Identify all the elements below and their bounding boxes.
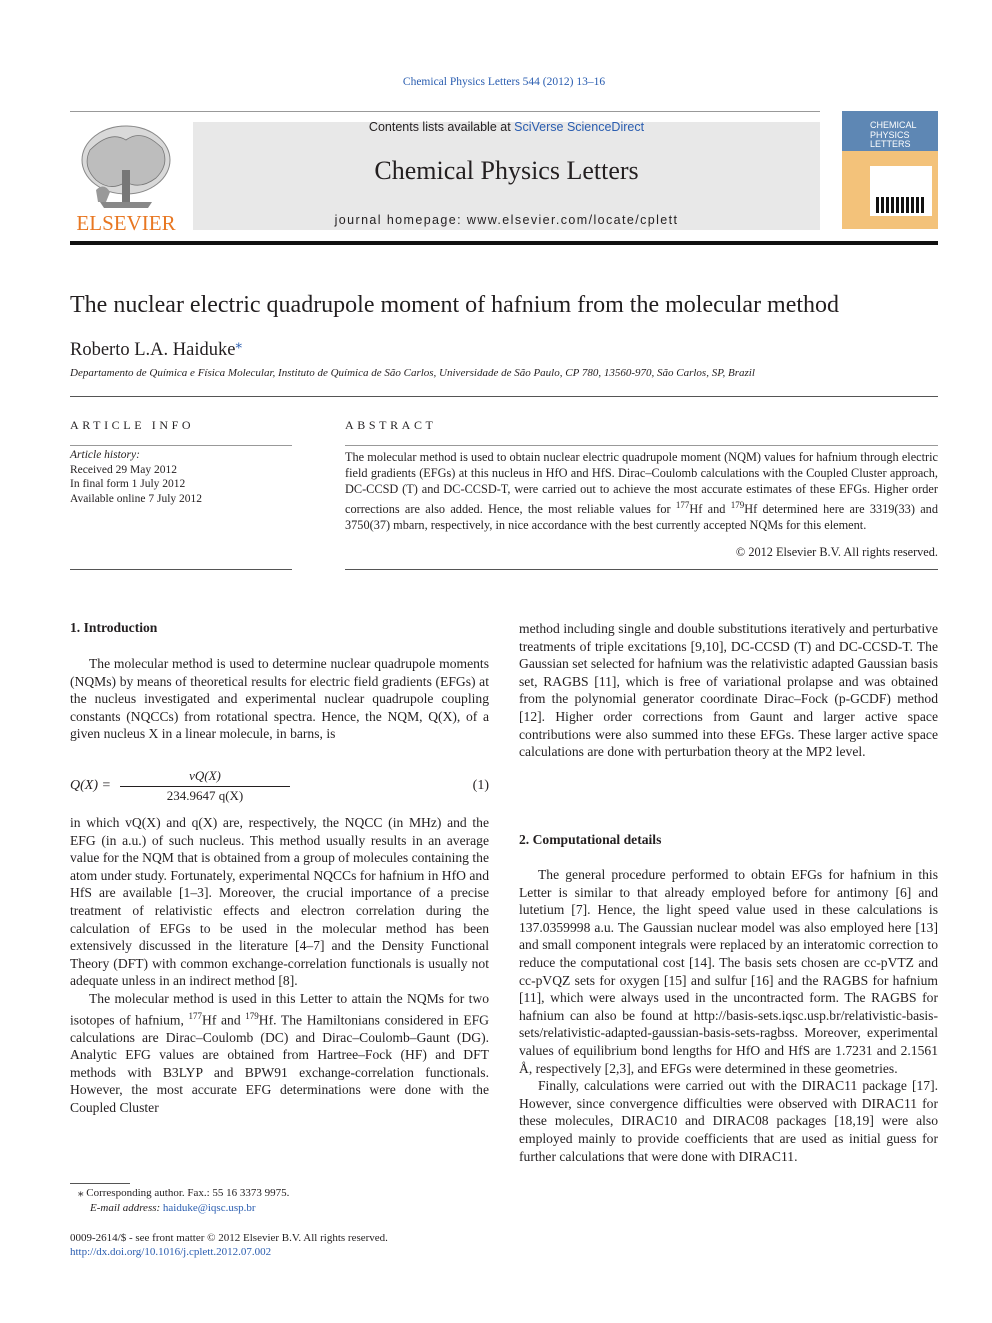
article-title: The nuclear electric quadrupole moment of hafnium from the molecular method	[70, 292, 840, 318]
article-history	[70, 448, 202, 506]
section-2-heading: 2. Computational details	[519, 832, 662, 847]
section-1-paragraph-2: in which vQ(X) and q(X) are, respectively, the NQCC (in MHz) and the EFG (in a.u.) of such nucleus. This method usually results in an average value for the NQM that is obtained from a group of molecules containing the atom under study. Fortunately, experimental NQCCs for hafnium in HfO and HfS are available [1–3]. Moreover, the crucial importance of a precise treatment of relativistic effects and electron correlation during the calculation of EFGs to be used in the molecular method has been extensively discussed in the literature [4–7] and the Density Functional Theory (DFT) with common exchange-correlation functionals is usually not adequate unless in an indirect method [8]. The molecular method is used in this Letter to attain the NQMs for two isotopes of hafnium, $^{177}$Hf and $^{179}$Hf. The Hamiltonians considered in EFG calculations are Dirac–Coulomb (DC) and Dirac–Coulomb–Gaunt (DG). Analytic EFG values are obtained from Hartree–Fock (HF) and DFT methods with B3LYP and BPW91 exchange-correlation functionals. However, the most accurate EFG determinations were done with the Coupled Cluster	[70, 815, 489, 1116]
section-2-body	[519, 866, 938, 1165]
footnote-rule	[70, 1183, 130, 1184]
article-info-rule	[70, 445, 292, 446]
elsevier-logo	[70, 120, 182, 232]
article-info-heading: ARTICLE INFO	[70, 418, 195, 432]
elsevier-tree-icon	[70, 120, 182, 232]
history-revised: In final form 1 July 2012	[70, 478, 186, 490]
equation-denominator: 234.9647 q(X)	[166, 788, 244, 803]
author-name: Roberto L.A. Haiduke	[70, 340, 236, 361]
header-thick-rule	[70, 241, 938, 245]
equation-number: (1)	[472, 778, 489, 793]
history-online: Available online 7 July 2012	[70, 492, 203, 505]
sciencedirect-link[interactable]: SciVerse ScienceDirect	[514, 120, 645, 134]
journal-reference[interactable]: Chemical Physics Letters 544 (2012) 13–16	[402, 76, 606, 88]
section-2-paragraph-2: Finally, calculations were carried out with the DIRAC11 package [17]. However, since convergence difficulties were observed with DIRAC11 for these molecules, DIRAC10 and DIRAC08 packages [18,19] were also employed mainly to provide coefficients that are used as initial guess for further calculations that were done with DIRAC11.	[519, 1078, 938, 1164]
svg-text:ELSEVIER: ELSEVIER	[76, 211, 176, 232]
email-note: E-mail address: haiduke@iqsc.usp.br	[90, 1202, 256, 1214]
doi-link[interactable]: http://dx.doi.org/10.1016/j.cplett.2012.07.002	[70, 1246, 272, 1258]
equation-numerator: vQ(X)	[189, 768, 221, 783]
section-1-continuation: method including single and double substitutions iteratively and perturbative treatments of triple excitations [9,10], DC-CCSD (T) and DC-CCSD-T. The Gaussian set selected for hafnium was the relativistic adapted Gaussian basis set, RAGBS [11], which is free of variational prolapse and was obtained from the polynomial generator coordinate Dirac–Fock (p-GCDF) method [12]. Higher order corrections from Gaunt and larger active space contributions were also summed into these EFGs. These larger active space calculations are done with perturbation theory at the MP2 level.	[519, 621, 938, 760]
cover-barcode	[876, 197, 926, 213]
section-2-paragraph-1: The general procedure performed to obtain EFGs for hafnium in this Letter is similar to that already employed before for antimony [6] and lutetium [7]. Hence, the light speed value used in these calculations is 137.0359998 a.u. The Gaussian nuclear model was also employed here [13] and small component integrals were replaced by an interatomic correction to reduce the computational cost [14]. The basis sets chosen are cc-pVTZ and cc-pVQZ sets for oxygen [15] and sulfur [16] and the RAGBS for hafnium [11], which were always used in the uncontracted form. The RAGBS for hafnium can also be found at http://basis-sets.iqsc.usp.br/relativistic-basis-sets/relativistic-adapted-gaussian-basis-sets-ragbss. Moreover, experimental values of equilibrium bond lengths for HfO and HfS are 1.7231 and 2.1561 Å, respectively [2,3], and EFGs were determined in these geometries.	[519, 867, 938, 1076]
history-received: Received 29 May 2012	[70, 463, 177, 476]
email-link[interactable]: haiduke@iqsc.usp.br	[162, 1202, 256, 1214]
affiliation: Departamento de Química e Física Molecular, Instituto de Química de São Carlos, Universidade de São Paulo, CP 780, 13560-970, São Carlos, SP, Brazil	[70, 367, 755, 379]
abstract-bottom-rule	[345, 569, 938, 570]
header-rule	[70, 111, 820, 112]
abstract-text: The molecular method is used to obtain nuclear electric quadrupole moment (NQM) values for hafnium through electric field gradients (EFGs) at this nucleus in HfO and HfS. Dirac–Coulomb calculations with the Coupled Cluster approach, DC-CCSD (T) and DC-CCSD-T, were carried out to achieve the most accurate estimates of these EFGs. Higher order corrections are also added. Hence, the most reliable values for $^{177}$Hf and $^{179}$Hf determined here are 3319(33) and 3750(37) mbarn, respectively, in nice accordance with the best currently accepted NQMs for this element.	[345, 450, 938, 533]
author-footnote-mark[interactable]: ⁎	[235, 336, 242, 351]
equation-1	[70, 768, 489, 808]
abstract-rule	[345, 445, 938, 446]
article-info-bottom-rule	[70, 569, 292, 570]
section-1-paragraph-1: The molecular method is used to determine nuclear quadrupole moments (NQMs) by means of theoretical results for electric field gradients (EFGs) at the nucleus investigated and experimental nuclear quadrupole coupling constants (NQCCs) from rotational spectra. Hence, the NQM, Q(X), of a given nucleus X in a linear molecule, in barns, is	[70, 656, 489, 742]
author	[70, 336, 242, 361]
cover-title: CHEMICAL PHYSICS LETTERS	[870, 120, 917, 149]
history-label: Article history:	[70, 449, 140, 461]
equation-fraction-bar	[120, 786, 290, 787]
corresponding-author-note: ⁎ Corresponding author. Fax.: 55 16 3373 9975.	[78, 1187, 290, 1199]
section-1-heading: 1. Introduction	[70, 620, 158, 635]
contents-prefix: Contents lists available at	[368, 120, 515, 134]
journal-title: Chemical Physics Letters	[374, 156, 639, 185]
abstract-heading: ABSTRACT	[345, 418, 437, 432]
contents-line	[193, 120, 820, 134]
abstract-copyright: © 2012 Elsevier B.V. All rights reserved.	[735, 545, 938, 559]
section-1-paragraph-3: The molecular method is used in this Letter to attain the NQMs for two isotopes of hafnium, $^{177}$Hf and $^{179}$Hf. The Hamiltonians considered in EFG calculations are Dirac–Coulomb (DC) and Dirac–Coulomb–Gaunt (DG). Analytic EFG values are obtained from Hartree–Fock (HF) and DFT methods with B3LYP and BPW91 exchange-correlation functionals. However, the most accurate EFG determinations were done with the Coupled Cluster	[70, 990, 489, 1116]
journal-cover-image	[842, 111, 938, 229]
equation-lhs: Q(X) =	[70, 778, 111, 793]
issn-line: 0009-2614/$ - see front matter © 2012 Elsevier B.V. All rights reserved.	[70, 1232, 388, 1244]
journal-homepage[interactable]: journal homepage: www.elsevier.com/locate/cplett	[334, 213, 679, 227]
title-rule	[70, 396, 938, 397]
